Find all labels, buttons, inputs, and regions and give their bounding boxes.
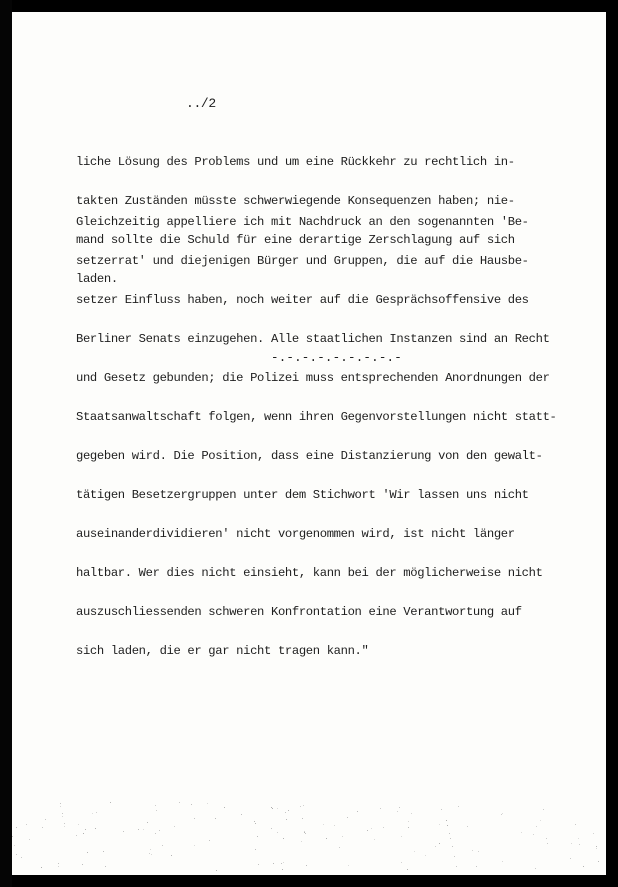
scan-speck [326,838,327,839]
scan-speck [323,824,324,825]
scan-speck [45,819,46,820]
scan-speck [401,836,402,837]
scan-speck [543,809,544,810]
scan-speck [347,817,348,818]
scan-speck [533,834,534,835]
scan-speck [502,813,503,814]
scan-speck [60,806,61,807]
scan-border [0,0,12,887]
paragraph-2 [76,190,596,684]
text-line: auseinanderdividieren' nicht vorgenommen wird, ist nicht länger [76,527,515,541]
scan-speck [194,845,195,846]
page-continuation-marker: ../2 [186,96,216,111]
text-line: tätigen Besetzergruppen unter dem Stichwort 'Wir lassen uns nicht [76,488,529,502]
scan-speck [467,826,468,827]
scan-speck [95,828,96,829]
scan-speck [96,812,97,813]
scan-speck [42,827,43,828]
end-separator: -.-.-.-.-.-.-.-.- [271,351,402,365]
scan-speck [535,868,536,869]
scan-speck [536,826,537,827]
scan-speck [399,807,400,808]
scan-speck [286,819,287,820]
scan-speck [271,807,272,808]
scan-speck [447,825,448,826]
scan-speck [58,866,59,867]
scan-speck [348,865,349,866]
scan-speck [425,855,426,856]
scan-speck [547,843,548,844]
scan-speck [64,826,65,827]
scan-speck [254,821,255,822]
scan-speck [105,866,106,867]
text-line: takten Zuständen müsste schwerwiegende Konsequenzen haben; nie- [76,194,515,208]
scan-speck [215,818,216,819]
text-line: setzerrat' und diejenigen Bürger und Gruppen, die auf die Hausbe- [76,254,529,268]
scan-speck [583,866,584,867]
scan-speck [546,838,547,839]
scan-speck [397,811,398,812]
scan-speck [110,802,111,803]
scan-speck [155,805,156,806]
text-line: Staatsanwaltschaft folgen, wenn ihren Gegenvorstellungen nicht statt- [76,410,557,424]
scan-speck [371,828,372,829]
text-line: haltbar. Wer dies nicht einsieht, kann bei der möglicherweise nicht [76,566,543,580]
scan-speck [571,843,572,844]
scan-speck [143,829,144,830]
text-line: Berliner Senats einzugehen. Alle staatlichen Instanzen sind an Recht [76,332,550,346]
text-line: laden. [76,272,118,286]
scan-speck [138,829,139,830]
scan-speck [12,836,13,837]
text-line: liche Lösung des Problems und um eine Rückkehr zu rechtlich in- [76,155,515,169]
scan-speck [194,818,195,819]
scan-speck [570,858,571,859]
scan-speck [411,813,412,814]
text-line: auszuschliessenden schweren Konfrontation eine Verantwortung auf [76,605,522,619]
scan-speck [521,832,522,833]
scan-speck [301,841,302,842]
scan-speck [62,813,63,814]
scan-speck [596,848,597,849]
scan-speck [150,849,151,850]
scan-speck [147,822,148,823]
scan-speck [383,827,384,828]
scan-speck [257,836,258,837]
scan-speck [62,816,63,817]
scan-speck [209,840,210,841]
scan-speck [171,855,172,856]
scan-speck [85,829,86,830]
scan-speck [162,845,163,846]
scan-speck [82,864,83,865]
text-line: sich laden, die er gar nicht tragen kann." [76,644,369,658]
scan-speck [458,806,459,807]
scan-speck [435,846,436,847]
scan-speck [191,804,192,805]
scan-speck [579,844,580,845]
scan-speck [374,839,375,840]
scan-speck [283,838,284,839]
scan-speck [501,814,502,815]
scan-speck [472,850,473,851]
scan-speck [224,807,225,808]
scan-speck [149,853,150,854]
scan-speck [578,838,579,839]
scan-speck [401,862,402,863]
scan-speck [285,812,286,813]
scan-speck [288,810,289,811]
scan-speck [241,814,242,815]
scan-speck [283,862,284,863]
scan-speck [304,831,305,832]
scan-speck [16,854,17,855]
scan-speck [367,830,368,831]
scan-speck [281,863,282,864]
scan-speck [407,869,408,870]
scan-speck [456,866,457,867]
text-line: mand sollte die Schuld für eine derartige Zerschlagung auf sich [76,233,515,247]
scan-speck [300,806,301,807]
scan-speck [306,865,307,866]
scan-speck [502,861,503,862]
scan-speck [155,833,156,834]
scan-speck [342,836,343,837]
scan-speck [14,845,15,846]
text-line: gegeben wird. Die Position, dass eine Distanzierung von den gewalt- [76,449,543,463]
scan-speck [272,808,273,809]
scan-speck [408,827,409,828]
text-line: Gleichzeitig appelliere ich mit Nachdruck an den sogenannten 'Be- [76,215,529,229]
scan-speck [29,839,30,840]
scan-speck [357,811,358,812]
scan-speck [441,809,442,810]
scan-speck [64,823,65,824]
scan-speck [273,863,274,864]
document-page [12,12,606,875]
scan-speck [255,823,256,824]
text-line: und Gesetz gebunden; die Polizei muss entsprechenden Anordnungen der [76,371,550,385]
scan-speck [258,864,259,865]
scan-speck [282,869,283,870]
scan-speck [179,802,180,803]
scan-speck [277,808,278,809]
scan-speck [446,820,447,821]
scan-speck [339,847,340,848]
scan-speck [156,810,157,811]
scan-speck [439,824,440,825]
scan-speck [598,861,599,862]
scan-speck [305,833,306,834]
scan-speck [103,851,104,852]
scan-speck [92,813,93,814]
scan-speck [596,846,597,847]
scan-speck [302,818,303,819]
scan-speck [380,808,381,809]
scan-speck [478,851,479,852]
scan-speck [78,824,79,825]
scan-speck [476,866,477,867]
scan-speck [408,821,409,822]
scan-speck [216,870,217,871]
scan-speck [26,824,27,825]
scan-speck [255,849,256,850]
scan-speck [58,863,59,864]
scan-speck [271,828,272,829]
scan-speck [334,825,335,826]
scan-speck [575,824,576,825]
scan-speck [174,826,175,827]
scan-speck [87,852,88,853]
scan-speck [123,831,124,832]
scan-speck [16,827,17,828]
text-line: setzer Einfluss haben, noch weiter auf die Gesprächsoffensive des [76,293,529,307]
scan-speck [83,833,84,834]
scan-speck [159,830,160,831]
scan-speck [414,851,415,852]
scan-speck [41,867,42,868]
scan-speck [207,803,208,804]
scan-speck [60,803,61,804]
scan-speck [21,857,22,858]
scan-speck [277,832,278,833]
scan-speck [450,838,451,839]
scan-speck [452,846,453,847]
scan-speck [76,835,77,836]
scan-speck [454,856,455,857]
scan-speck [151,854,152,855]
scan-speck [449,833,450,834]
scan-speck [303,805,304,806]
scan-speck [540,820,541,821]
scan-speck [593,833,594,834]
scan-speck [439,843,440,844]
